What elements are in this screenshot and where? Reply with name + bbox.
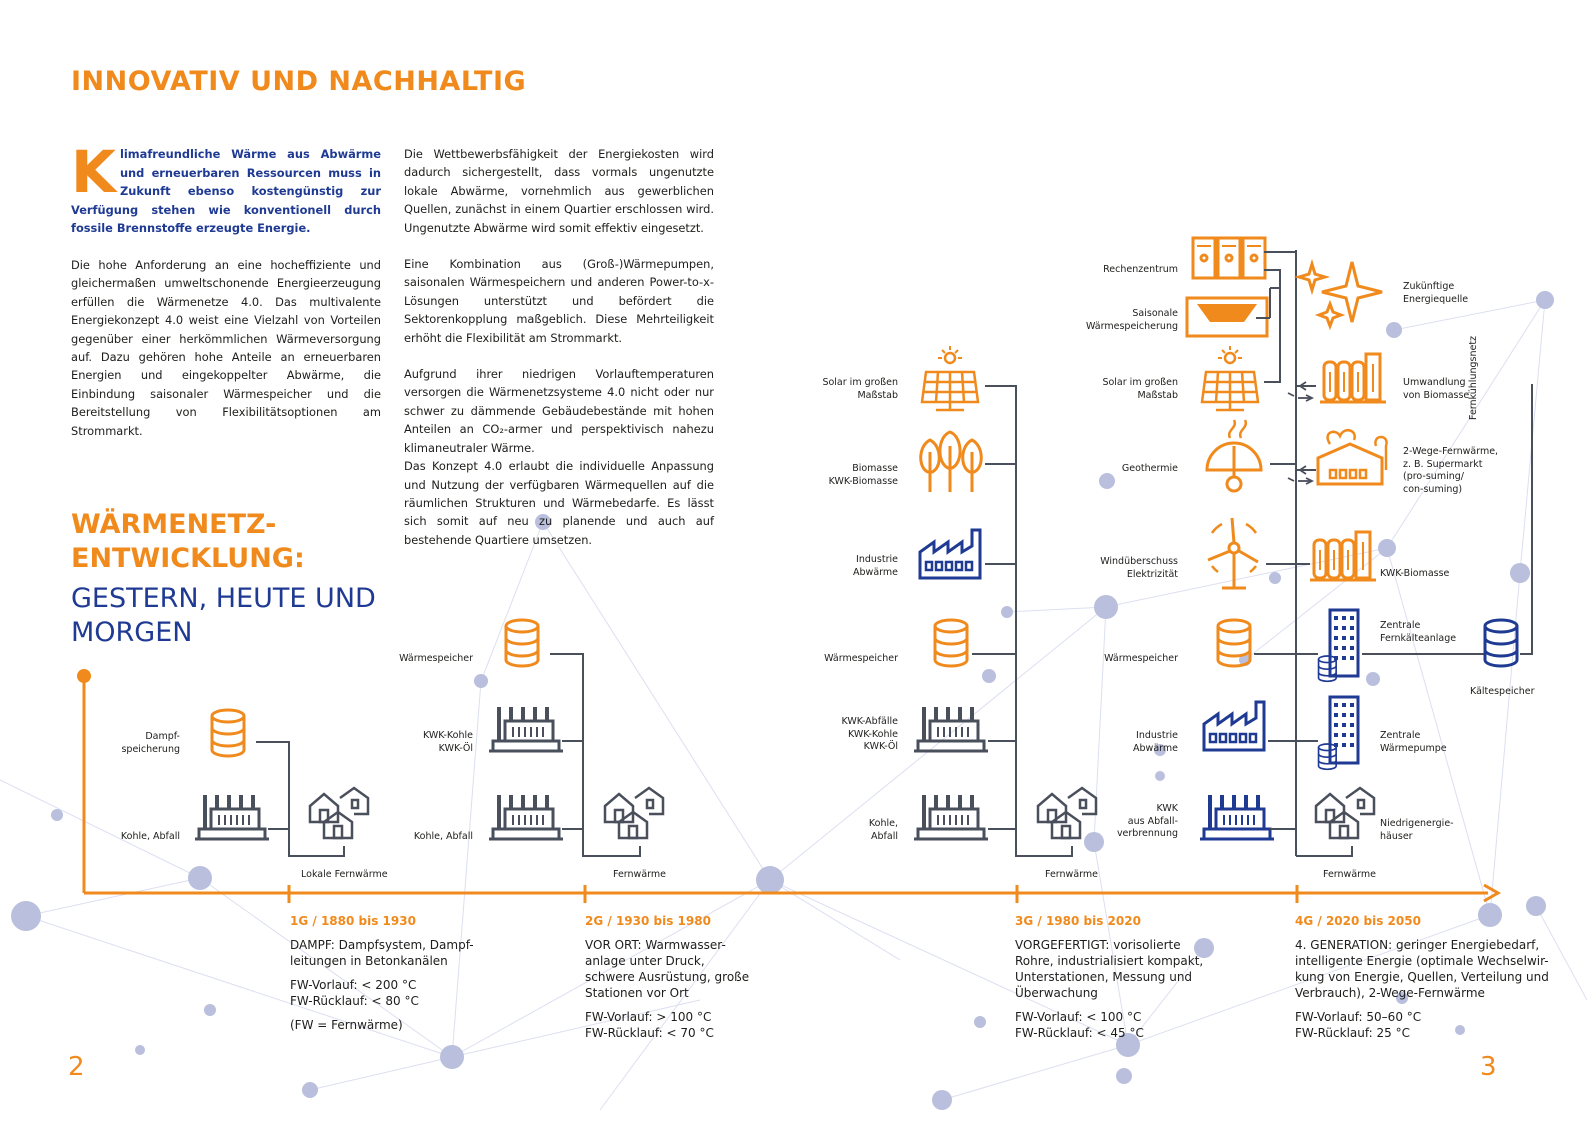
section-line-4: MORGEN xyxy=(71,617,193,648)
era-4g-text: 4. GENERATION: geringer Energiebedarf, intelligente Energie (optimale Wechselwir- kung von Energie, Quellen, Verteilung und Verbrauch), 2-Wege-Fernwärme xyxy=(1295,938,1549,1000)
label-4g-fernk: Fernkühlungsnetz xyxy=(1468,335,1479,420)
label-3g-kwk: KWK-Abfälle KWK-Kohle KWK-Öl xyxy=(841,716,898,752)
era-3g-title: 3G / 1980 bis 2020 xyxy=(1015,914,1141,928)
col2-paragraph-3: Aufgrund ihrer niedrigen Vorlauftemperaturen versorgen die Wärmenetzsysteme 4.0 nicht oder nur schwer zu dämmende Gebäudebestände mit hohen Anteilen an CO₂-armer und perspektivisch nahezu klimaneutraler Wärme. Das Konzept 4.0 erlaubt die individuelle Anpassung und Nutzung der verfügbaren Wärmequellen auf die räumlichen Strukturen und Wärmebedarfe. Es lässt sich somit auf neu zu planende und auch auf bestehende Quartiere umsetzen. xyxy=(404,367,714,547)
era-1g-note: (FW = Fernwärme) xyxy=(290,1018,403,1032)
label-4g-future: Zukünftige Energiequelle xyxy=(1403,281,1469,305)
label-4g-niedrig: Niedrigenergie- häuser xyxy=(1380,818,1454,842)
era-4g-vals: FW-Vorlauf: 50–60 °C FW-Rücklauf: 25 °C xyxy=(1295,1010,1422,1040)
page-number-right: 3 xyxy=(1480,1052,1497,1082)
section-line-3: GESTERN, HEUTE UND xyxy=(71,583,376,614)
label-4g-kaelte: Zentrale Fernkälteanlage xyxy=(1380,620,1457,644)
col2-paragraph-2: Eine Kombination aus (Groß-)Wärmepumpen, saisonalen Wärmespeichern und anderen Power-to-x-Lösungen unterstützt und befördert die Sektorenkopplung maßgeblich. Diese Mehrteiligkeit erhöht die Flexibilität am Strommarkt. xyxy=(404,257,714,345)
label-2g-kohle: Kohle, Abfall xyxy=(413,831,473,842)
section-line-2: ENTWICKLUNG: xyxy=(71,543,305,574)
era-3g-text: VORGEFERTIGT: vorisolierte Rohre, industrialisiert kompakt, Unterstationen, Messung und Überwachung xyxy=(1015,938,1204,1000)
label-2g-speicher: Wärmespeicher xyxy=(399,653,473,664)
era-2g-text: VOR ORT: Warmwasser- anlage unter Druck, schwere Ausrüstung, große Stationen vor Ort xyxy=(585,938,750,1000)
label-4g-net: Fernwärme xyxy=(1323,869,1376,880)
label-3g-speicher: Wärmespeicher xyxy=(824,653,898,664)
era-2g xyxy=(585,914,845,1041)
era-1g-vals: FW-Vorlauf: < 200 °C FW-Rücklauf: < 80 °C xyxy=(290,978,419,1008)
label-1g-net: Lokale Fernwärme xyxy=(301,869,388,880)
label-4g-saison: Saisonale Wärmespeicherung xyxy=(1086,308,1178,332)
label-4g-kwk: KWK aus Abfall- verbrennung xyxy=(1116,803,1178,839)
label-2g-kwk: KWK-Kohle KWK-Öl xyxy=(422,730,473,754)
label-3g-kohle: Kohle, Abfall xyxy=(868,818,898,842)
lead-text: limafreundliche Wärme aus Abwärme und erneuerbaren Ressourcen muss in Zukunft ebenso kostengünstig zur Verfügung stehen wie konventionell durch fossile Brennstoffe erzeugte Energie. xyxy=(71,147,381,236)
page-title: INNOVATIV UND NACHHALTIG xyxy=(71,66,527,97)
label-4g-ind: Industrie Abwärme xyxy=(1133,730,1178,754)
page-number-left: 2 xyxy=(68,1052,85,1082)
label-4g-umw: Umwandlung von Biomasse xyxy=(1403,377,1470,401)
body-paragraph-1: Die hohe Anforderung an eine hocheffiziente und gleichermaßen umweltschonende Energieerzeugung erfüllen die Wärmenetze 4.0. Das multivalente Energiekonzept 4.0 weist eine Vielzahl von Vorteilen gegenüber einer herkömmlichen Wärmeversorgung auf. Dazu gehören hohe Anteile an erneuerbaren Energien und eingekoppelter Abwärme, die Einbindung saisonaler Wärmespeicher und die Bereitstellung von Flexibilitätsoptionen am Strommarkt. xyxy=(71,258,381,438)
era-4g xyxy=(1295,914,1580,1041)
label-4g-geo: Geothermie xyxy=(1121,463,1178,474)
label-4g-2wege: 2-Wege-Fernwärme, z. B. Supermarkt (pro-suming/ con-suming) xyxy=(1403,446,1499,495)
col2-paragraph-1: Die Wettbewerbsfähigkeit der Energiekosten wird dadurch sichergestellt, dass vormals ungenutzte lokale Abwärme, vornehmlich aus gewerblichen Quellen, zunächst in einem Quartier erschlossen wird. Ungenutzte Abwärme wird somit effektiv eingesetzt. xyxy=(404,147,714,235)
dropcap: K xyxy=(71,138,116,206)
label-4g-speicher: Wärmespeicher xyxy=(1104,653,1178,664)
era-2g-vals: FW-Vorlauf: > 100 °C FW-Rücklauf: < 70 °C xyxy=(585,1010,714,1040)
era-1g xyxy=(290,914,550,1033)
label-3g-bio: Biomasse KWK-Biomasse xyxy=(828,463,898,487)
label-4g-solar: Solar im großen Maßstab xyxy=(1102,377,1178,401)
era-4g-title: 4G / 2020 bis 2050 xyxy=(1295,914,1421,928)
section-line-1: WÄRMENETZ- xyxy=(71,509,277,540)
era-3g-vals: FW-Vorlauf: < 100 °C FW-Rücklauf: < 45 °C xyxy=(1015,1010,1144,1040)
era-1g-title: 1G / 1880 bis 1930 xyxy=(290,914,416,928)
label-4g-rz: Rechenzentrum xyxy=(1103,264,1178,275)
label-3g-net: Fernwärme xyxy=(1045,869,1098,880)
label-4g-wp: Zentrale Wärmepumpe xyxy=(1380,730,1447,754)
era-3g xyxy=(1015,914,1285,1041)
label-2g-net: Fernwärme xyxy=(613,869,666,880)
label-3g-solar: Solar im großen Maßstab xyxy=(822,377,898,401)
label-4g-kwkbio: KWK-Biomasse xyxy=(1380,568,1450,579)
era-1g-text: DAMPF: Dampfsystem, Dampf- leitungen in Betonkanälen xyxy=(290,938,474,968)
label-1g-dampf: Dampf- speicherung xyxy=(121,731,180,755)
label-4g-kspeicher: Kältespeicher xyxy=(1470,686,1535,697)
label-1g-kohle: Kohle, Abfall xyxy=(120,831,180,842)
label-4g-wind: Windüberschuss Elektrizität xyxy=(1100,556,1178,580)
label-3g-ind: Industrie Abwärme xyxy=(853,554,898,578)
era-2g-title: 2G / 1930 bis 1980 xyxy=(585,914,711,928)
